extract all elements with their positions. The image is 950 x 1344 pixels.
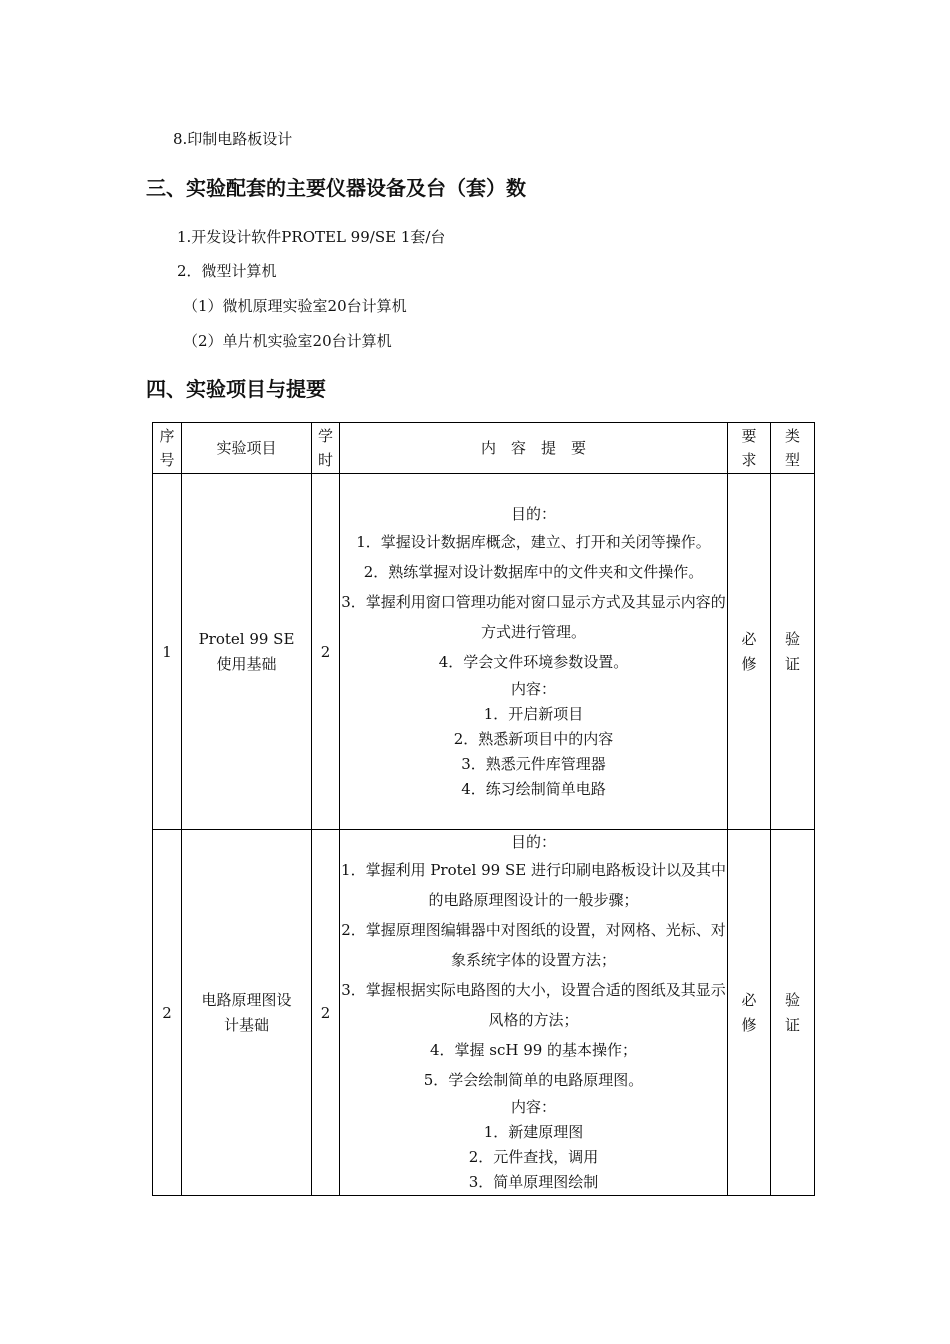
experiment-table xyxy=(152,422,815,1196)
row-type: 验 证 xyxy=(771,474,815,830)
section-heading-equipment: 三、实验配套的主要仪器设备及台（套）数 xyxy=(146,176,526,200)
row-number: 2 xyxy=(153,830,182,1196)
row-requirement: 必 修 xyxy=(728,474,771,830)
header-hours: 学 时 xyxy=(312,423,340,474)
section-heading-projects: 四、实验项目与提要 xyxy=(146,377,326,401)
row-content: 目的： 1．掌握设计数据库概念，建立、打开和关闭等操作。 2．熟练掌握对设计数据库中的文件夹和文件操作。 3．掌握利用窗口管理功能对窗口显示方式及其显示内容的方式进行管理。 4．学会文件环境参数设置。 内容： 1．开启新项目 2．熟悉新项目中的内容 3．熟悉元件库管理器 4．练习绘制简单电路 xyxy=(340,474,728,830)
row-hours: 2 xyxy=(312,830,340,1196)
table-row xyxy=(153,474,815,830)
list-item-pcb-design: 8.印制电路板设计 xyxy=(173,130,293,148)
row-project: 电路原理图设 计基础 xyxy=(182,830,312,1196)
row-number: 1 xyxy=(153,474,182,830)
header-no: 序 号 xyxy=(153,423,182,474)
equipment-item-lab-mcu: （2）单片机实验室20台计算机 xyxy=(183,332,392,350)
equipment-item-software: 1.开发设计软件PROTEL 99/SE 1套/台 xyxy=(177,228,446,246)
header-content: 内 容 提 要 xyxy=(340,423,728,474)
row-project: Protel 99 SE 使用基础 xyxy=(182,474,312,830)
equipment-item-computer: 2．微型计算机 xyxy=(177,262,277,280)
equipment-item-lab-micro: （1）微机原理实验室20台计算机 xyxy=(183,297,407,315)
row-hours: 2 xyxy=(312,474,340,830)
row-content: 目的： 1．掌握利用 Protel 99 SE 进行印刷电路板设计以及其中的电路原理图设计的一般步骤； 2．掌握原理图编辑器中对图纸的设置，对网格、光标、对象系统字体的设置方法； 3．掌握根据实际电路图的大小，设置合适的图纸及其显示风格的方法； 4．掌握 scH 99 的基本操作； 5．学会绘制简单的电路原理图。 内容： 1．新建原理图 2．元件查找，调用 3．简单原理图绘制 xyxy=(340,830,728,1196)
row-requirement: 必 修 xyxy=(728,830,771,1196)
table-row xyxy=(153,830,815,1196)
header-project: 实验项目 xyxy=(182,423,312,474)
header-type: 类 型 xyxy=(771,423,815,474)
table-header-row xyxy=(153,423,815,474)
header-requirement: 要 求 xyxy=(728,423,771,474)
row-type: 验 证 xyxy=(771,830,815,1196)
